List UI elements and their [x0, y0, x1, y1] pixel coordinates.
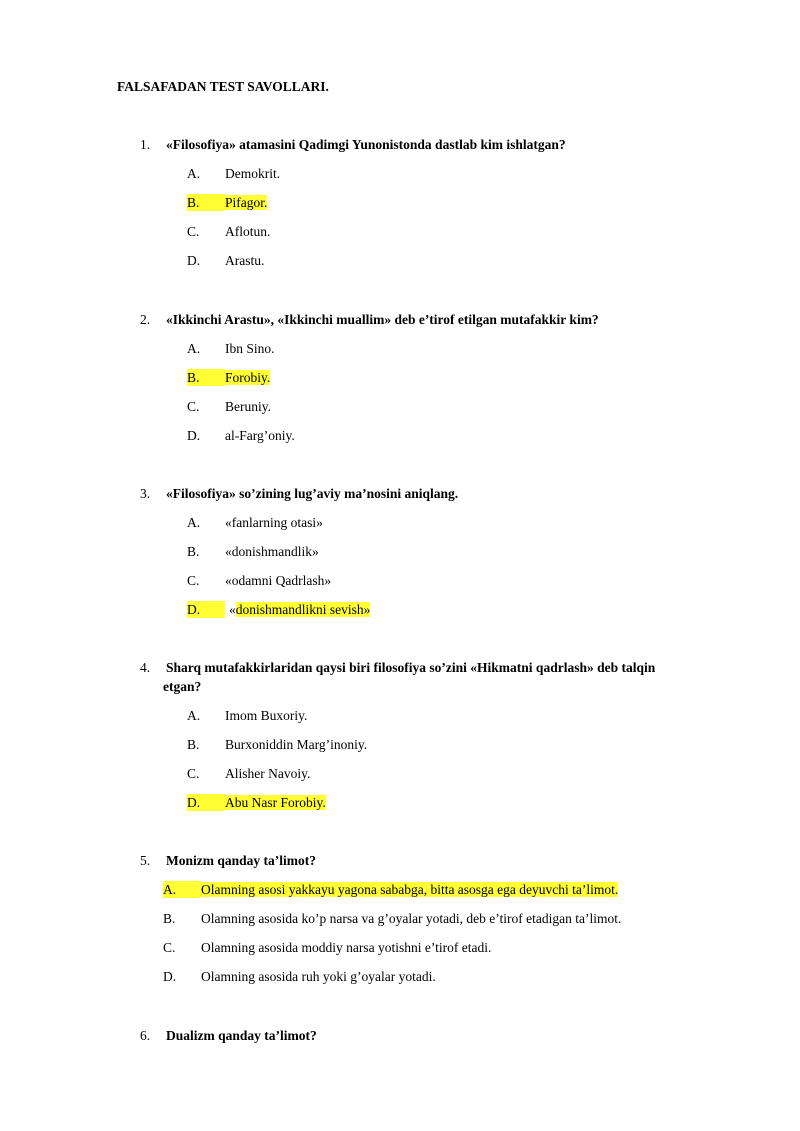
q4-option-a-text: Imom Buxoriy. — [225, 708, 308, 723]
q5-option-b-letter: B. — [163, 911, 176, 926]
q1-option-a-letter: A. — [187, 166, 201, 181]
q3-option-a-text: «fanlarning otasi» — [225, 515, 323, 530]
q3-option-d-letter: D. — [187, 601, 225, 618]
question-5-text: Monizm qanday ta’limot? — [166, 853, 316, 868]
q3-option-c-letter: C. — [187, 573, 200, 588]
q2-option-c-text: Beruniy. — [225, 399, 271, 414]
q5-option-d-text: Olamning asosida ruh yoki g’oyalar yotadi. — [201, 969, 436, 984]
q5-option-b-text: Olamning asosida ko’p narsa va g’oyalar yotadi, deb e’tirof etadigan ta’limot. — [201, 911, 622, 926]
q3-option-a-letter: A. — [187, 515, 201, 530]
q2-option-a-text: Ibn Sino. — [225, 341, 275, 356]
question-4-text-line2: etgan? — [163, 679, 202, 694]
question-1-text: «Filosofiya» atamasini Qadimgi Yunonistonda dastlab kim ishlatgan? — [166, 137, 566, 152]
question-5-number: 5. — [140, 853, 151, 868]
q2-option-d-text: al-Farg’oniy. — [225, 428, 295, 443]
q3-option-b-text: «donishmandlik» — [225, 544, 319, 559]
question-1-number: 1. — [140, 137, 151, 152]
q2-option-b-letter: B. — [187, 369, 225, 386]
q2-option-d-letter: D. — [187, 428, 201, 443]
question-2-number: 2. — [140, 312, 151, 327]
q3-option-d-text: donishmandlikni sevish» — [235, 602, 371, 617]
q4-option-d-text: Abu Nasr Forobiy. — [225, 795, 326, 810]
q5-option-c-text: Olamning asosida moddiy narsa yotishni e’tirof etadi. — [201, 940, 492, 955]
q1-option-b-letter: B. — [187, 194, 225, 211]
q1-option-d-text: Arastu. — [225, 253, 265, 268]
q5-option-a-row — [163, 881, 618, 898]
q3-option-d-row — [187, 601, 370, 618]
q1-option-b-row — [187, 194, 267, 211]
question-2-text: «Ikkinchi Arastu», «Ikkinchi muallim» deb e’tirof etilgan mutafakkir kim? — [166, 312, 599, 327]
q5-option-d-letter: D. — [163, 969, 177, 984]
q3-option-c-text: «odamni Qadrlash» — [225, 573, 332, 588]
question-6-number: 6. — [140, 1028, 151, 1043]
q1-option-d-letter: D. — [187, 253, 201, 268]
q4-option-c-text: Alisher Navoiy. — [225, 766, 311, 781]
q4-option-d-letter: D. — [187, 794, 225, 811]
page-title: FALSAFADAN TEST SAVOLLARI. — [117, 79, 329, 94]
q3-option-b-letter: B. — [187, 544, 200, 559]
q1-option-a-text: Demokrit. — [225, 166, 281, 181]
q1-option-c-text: Aflotun. — [225, 224, 271, 239]
question-4-text-line1: Sharq mutafakkirlaridan qaysi biri filosofiya so’zini «Hikmatni qadrlash» deb talqin — [166, 660, 656, 675]
q4-option-b-text: Burxoniddin Marg’inoniy. — [225, 737, 368, 752]
question-4-number: 4. — [140, 660, 151, 675]
question-3-number: 3. — [140, 486, 151, 501]
q2-option-c-letter: C. — [187, 399, 200, 414]
q5-option-a-text: Olamning asosi yakkayu yagona sababga, bitta asosga ega deyuvchi ta’limot. — [201, 882, 619, 897]
q1-option-b-text: Pifagor. — [225, 195, 268, 210]
q3-option-d-prefix: « — [229, 602, 236, 617]
question-6-text: Dualizm qanday ta’limot? — [166, 1028, 317, 1043]
q4-option-c-letter: C. — [187, 766, 200, 781]
q5-option-a-letter: A. — [163, 881, 201, 898]
q4-option-b-letter: B. — [187, 737, 200, 752]
q4-option-a-letter: A. — [187, 708, 201, 723]
q2-option-b-text: Forobiy. — [225, 370, 271, 385]
q4-option-d-row — [187, 794, 326, 811]
q1-option-c-letter: C. — [187, 224, 200, 239]
q2-option-b-row — [187, 369, 270, 386]
question-3-text: «Filosofiya» so’zining lug’aviy ma’nosini aniqlang. — [166, 486, 459, 501]
q2-option-a-letter: A. — [187, 341, 201, 356]
q5-option-c-letter: C. — [163, 940, 176, 955]
